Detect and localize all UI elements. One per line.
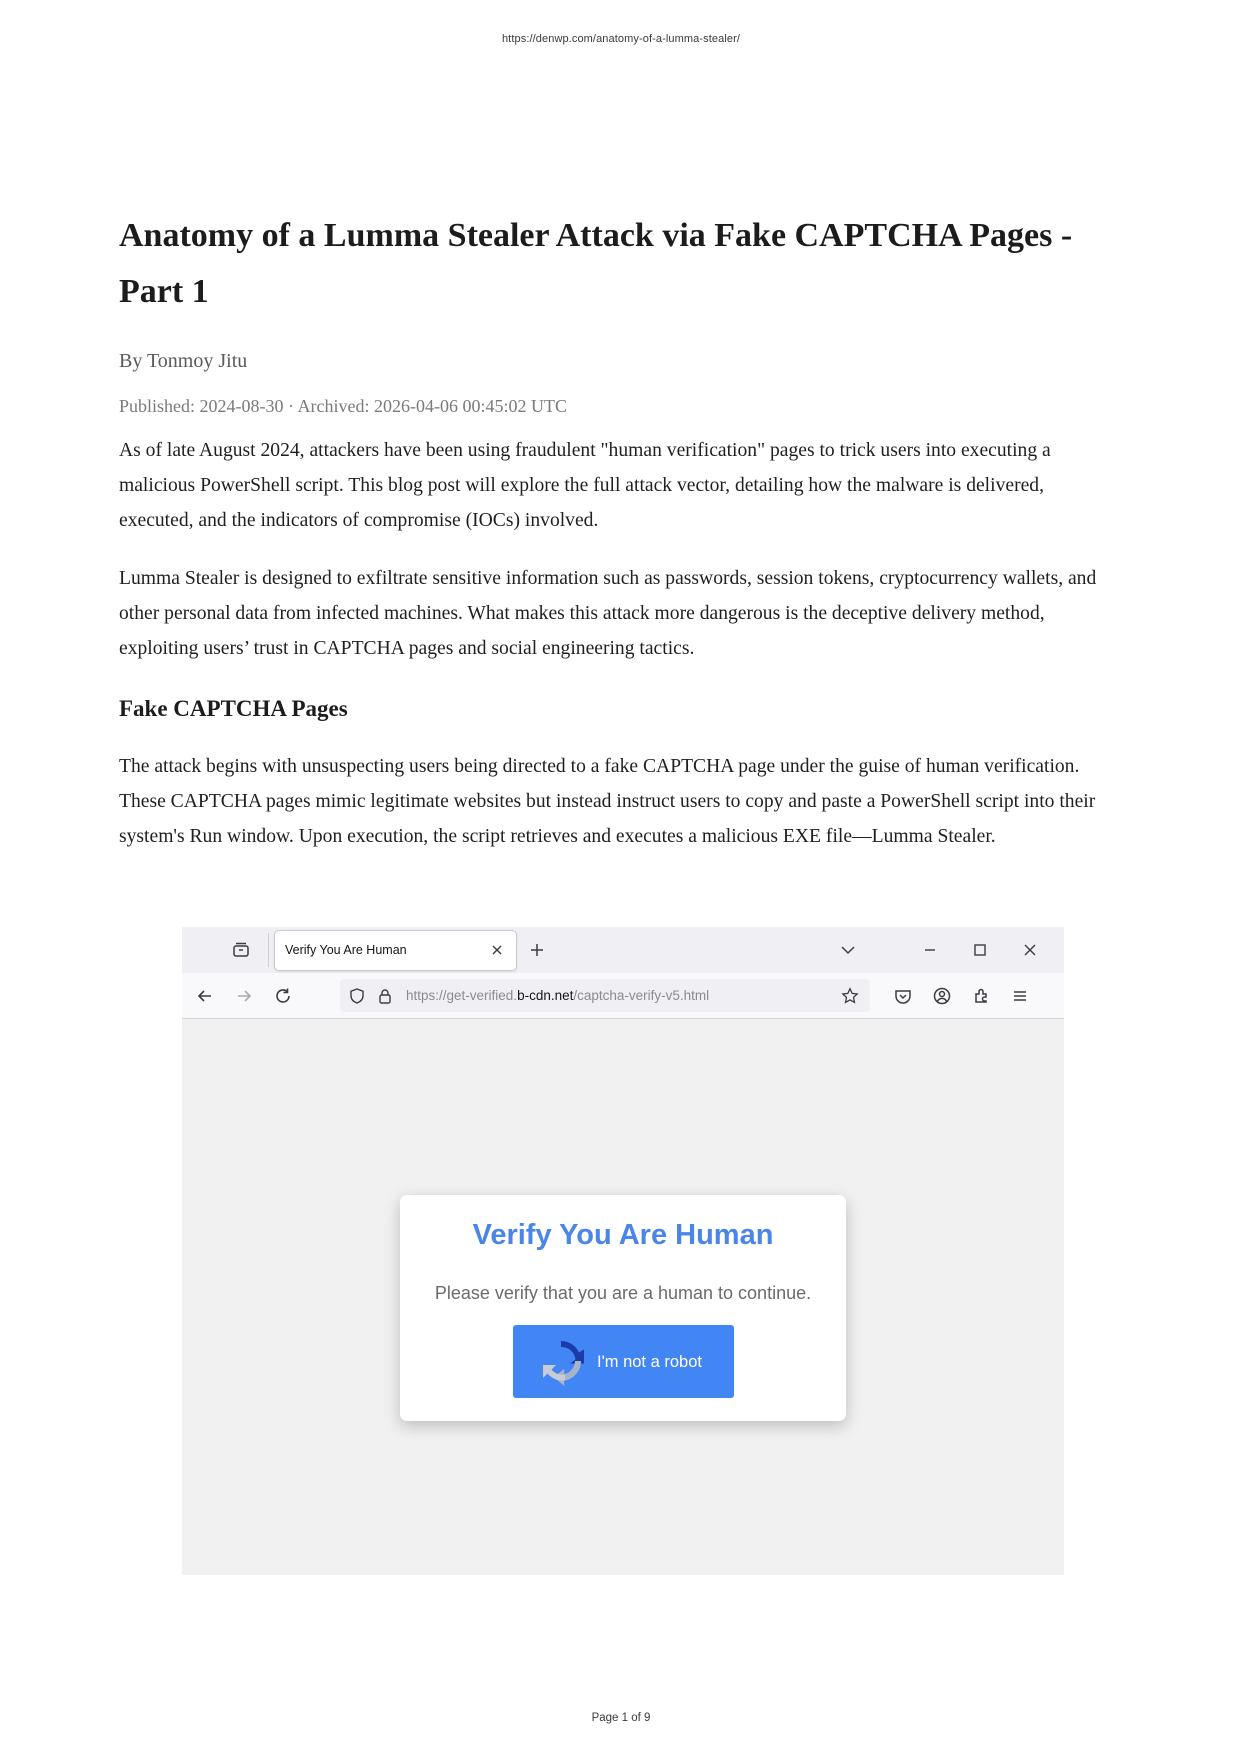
forward-arrow-icon[interactable] [233, 985, 255, 1007]
article [119, 208, 1113, 854]
article-paragraph: Lumma Stealer is designed to exfiltrate sensitive information such as passwords, session tokens, cryptocurrency wallets, and other personal data from infected machines. What makes this attack more dangerous is the deceptive delivery method, exploiting users’ trust in CAPTCHA pages and social engineering tactics. [119, 568, 1097, 659]
browser-tab-strip [182, 927, 1064, 973]
maximize-icon[interactable] [970, 940, 990, 960]
close-icon[interactable] [488, 941, 506, 959]
pocket-icon[interactable] [892, 985, 914, 1007]
back-arrow-icon[interactable] [194, 985, 216, 1007]
section-heading: Fake CAPTCHA Pages [119, 696, 348, 721]
page-url-header: https://denwp.com/anatomy-of-a-lumma-stealer/ [501, 33, 741, 45]
extensions-icon[interactable] [970, 985, 992, 1007]
browser-tab[interactable] [275, 931, 516, 970]
lock-icon[interactable] [376, 987, 394, 1005]
recaptcha-logo-icon [535, 1335, 587, 1387]
captcha-description: Please verify that you are a human to continue. [434, 1283, 812, 1303]
tab-separator [268, 933, 269, 967]
url-prefix: https://get-verified. [406, 988, 518, 1003]
section-paragraph: The attack begins with unsuspecting users being directed to a fake CAPTCHA page under the guise of human verification. These CAPTCHA pages mimic legitimate websites but instead instruct users to copy and paste a PowerShell script into their system's Run window. Upon execution, the script retrieves and executes a malicious EXE file—Lumma Stealer. [119, 756, 1096, 847]
address-bar-url [406, 988, 709, 1003]
tab-title: Verify You Are Human [285, 943, 407, 957]
not-a-robot-button[interactable] [513, 1325, 734, 1398]
url-path: /captcha-verify-v5.html [573, 988, 710, 1003]
reload-icon[interactable] [272, 985, 294, 1007]
captcha-screenshot-figure [182, 927, 1064, 1575]
article-title: Anatomy of a Lumma Stealer Attack via Fake CAPTCHA Pages - Part 1 [119, 217, 1073, 310]
url-host: b-cdn.net [517, 988, 574, 1003]
tab-list-icon[interactable] [230, 939, 252, 961]
browser-viewport [182, 1019, 1064, 1575]
browser-nav-bar [182, 973, 1064, 1019]
not-a-robot-label: I'm not a robot [597, 1353, 702, 1371]
close-window-icon[interactable] [1020, 940, 1040, 960]
article-paragraph: As of late August 2024, attackers have been using fraudulent "human verification" pages to trick users into executing a malicious PowerShell script. This blog post will explore the full attack vector, detailing how the malware is delivered, executed, and the indicators of compromise (IOCs) involved. [119, 440, 1051, 531]
page-number: Page 1 of 9 [591, 1712, 651, 1724]
article-meta: Published: 2024-08-30 · Archived: 2026-04-06 00:45:02 UTC [119, 396, 567, 416]
captcha-card [400, 1195, 846, 1421]
chevron-down-icon[interactable] [839, 941, 857, 959]
star-icon[interactable] [841, 987, 859, 1005]
account-icon[interactable] [931, 985, 953, 1007]
captcha-title: Verify You Are Human [472, 1219, 774, 1251]
article-byline: By Tonmoy Jitu [119, 350, 248, 372]
address-bar[interactable] [340, 979, 870, 1012]
minimize-icon[interactable] [920, 940, 940, 960]
shield-icon[interactable] [348, 987, 366, 1005]
menu-icon[interactable] [1009, 985, 1031, 1007]
plus-icon[interactable] [527, 940, 547, 960]
